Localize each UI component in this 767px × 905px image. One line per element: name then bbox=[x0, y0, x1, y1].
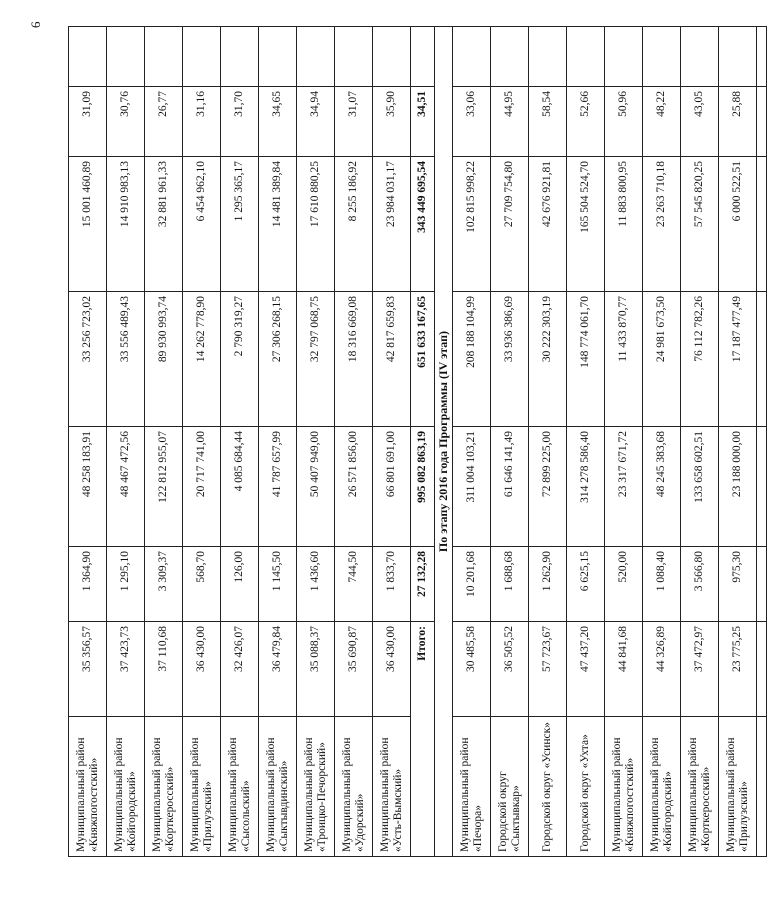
page-number: 6 bbox=[28, 21, 43, 28]
total-value-cell-2: 995 082 863,19 bbox=[411, 427, 435, 547]
value-cell-3: 122 812 955,07 bbox=[145, 427, 183, 547]
table-row bbox=[297, 27, 335, 857]
value-cell-5: 27 709 754,80 bbox=[491, 157, 529, 292]
value-cell-3: 311 004 103,21 bbox=[453, 427, 491, 547]
value-cell-6: 43,05 bbox=[681, 87, 719, 157]
value-cell-2: 1 436,60 bbox=[297, 547, 335, 622]
value-cell-4: 14 262 778,90 bbox=[183, 292, 221, 427]
value-cell-6: 52,66 bbox=[567, 87, 605, 157]
value-cell-6: 31,70 bbox=[221, 87, 259, 157]
value-cell-1: 23 775,25 bbox=[719, 622, 757, 717]
value-cell-5: 6 000 522,51 bbox=[719, 157, 757, 292]
value-cell-6: 30,76 bbox=[107, 87, 145, 157]
value-cell-1: 32 426,07 bbox=[221, 622, 259, 717]
value-cell-2: 1 295,10 bbox=[107, 547, 145, 622]
empty-cell bbox=[757, 157, 767, 292]
empty-cell bbox=[567, 27, 605, 87]
municipality-name-cell: Муниципальный район «Койгородский» bbox=[643, 717, 681, 857]
value-cell-6: 31,07 bbox=[335, 87, 373, 157]
value-cell-2: 1 262,90 bbox=[529, 547, 567, 622]
value-cell-2: 126,00 bbox=[221, 547, 259, 622]
value-cell-3: 26 571 856,00 bbox=[335, 427, 373, 547]
municipality-name-cell: Городской округ «Усинск» bbox=[529, 717, 567, 857]
value-cell-5: 11 883 800,95 bbox=[605, 157, 643, 292]
table-row bbox=[145, 27, 183, 857]
table-row bbox=[567, 27, 605, 857]
stage-title: По этапу 2016 года Программы (IV этап) bbox=[435, 27, 453, 857]
value-cell-6: 34,65 bbox=[259, 87, 297, 157]
empty-cell bbox=[757, 547, 767, 622]
empty-cell bbox=[69, 27, 107, 87]
value-cell-6: 25,88 bbox=[719, 87, 757, 157]
table-row bbox=[221, 27, 259, 857]
value-cell-1: 35 356,57 bbox=[69, 622, 107, 717]
value-cell-5: 14 910 983,13 bbox=[107, 157, 145, 292]
empty-cell bbox=[757, 717, 767, 857]
municipality-name-cell: Муниципальный район «Княжпогостский» bbox=[605, 717, 643, 857]
municipality-name-cell: Муниципальный район «Корткеросский» bbox=[145, 717, 183, 857]
table-row bbox=[453, 27, 491, 857]
value-cell-3: 23 188 000,00 bbox=[719, 427, 757, 547]
table-row bbox=[605, 27, 643, 857]
table-row bbox=[373, 27, 411, 857]
value-cell-2: 1 833,70 bbox=[373, 547, 411, 622]
value-cell-5: 102 815 998,22 bbox=[453, 157, 491, 292]
table-row bbox=[491, 27, 529, 857]
value-cell-2: 520,00 bbox=[605, 547, 643, 622]
table-row bbox=[335, 27, 373, 857]
empty-cell bbox=[411, 27, 435, 87]
stage-header-row bbox=[435, 27, 453, 857]
municipality-name-cell: Муниципальный район «Корткеросский» bbox=[681, 717, 719, 857]
value-cell-4: 27 306 268,15 bbox=[259, 292, 297, 427]
total-value-cell-1: 27 132,28 bbox=[411, 547, 435, 622]
value-cell-5: 23 263 710,18 bbox=[643, 157, 681, 292]
empty-cell bbox=[681, 27, 719, 87]
value-cell-4: 18 316 669,08 bbox=[335, 292, 373, 427]
value-cell-1: 37 472,97 bbox=[681, 622, 719, 717]
empty-cell bbox=[757, 87, 767, 157]
table-row bbox=[719, 27, 757, 857]
total-value-cell-3: 651 633 167,65 bbox=[411, 292, 435, 427]
value-cell-5: 1 295 365,17 bbox=[221, 157, 259, 292]
value-cell-1: 44 841,68 bbox=[605, 622, 643, 717]
value-cell-5: 42 676 921,81 bbox=[529, 157, 567, 292]
empty-cell bbox=[491, 27, 529, 87]
empty-cell bbox=[757, 427, 767, 547]
total-value-cell-5: 34,51 bbox=[411, 87, 435, 157]
value-cell-3: 23 317 671,72 bbox=[605, 427, 643, 547]
value-cell-2: 1 145,50 bbox=[259, 547, 297, 622]
total-row bbox=[411, 27, 435, 857]
value-cell-2: 10 201,68 bbox=[453, 547, 491, 622]
value-cell-3: 4 085 684,44 bbox=[221, 427, 259, 547]
value-cell-3: 61 646 141,49 bbox=[491, 427, 529, 547]
value-cell-2: 1 088,40 bbox=[643, 547, 681, 622]
value-cell-6: 31,09 bbox=[69, 87, 107, 157]
empty-cell bbox=[221, 27, 259, 87]
value-cell-4: 42 817 659,83 bbox=[373, 292, 411, 427]
value-cell-4: 30 222 303,19 bbox=[529, 292, 567, 427]
value-cell-5: 57 545 820,25 bbox=[681, 157, 719, 292]
value-cell-3: 314 278 586,40 bbox=[567, 427, 605, 547]
table-row bbox=[183, 27, 221, 857]
value-cell-6: 26,77 bbox=[145, 87, 183, 157]
empty-cell bbox=[719, 27, 757, 87]
empty-cell bbox=[183, 27, 221, 87]
value-cell-4: 33 936 386,69 bbox=[491, 292, 529, 427]
value-cell-2: 744,50 bbox=[335, 547, 373, 622]
empty-cell bbox=[757, 27, 767, 87]
empty-cell bbox=[757, 292, 767, 427]
municipality-name-cell: Муниципальный район «Прилузский» bbox=[719, 717, 757, 857]
table-row bbox=[69, 27, 107, 857]
data-table bbox=[68, 26, 767, 857]
empty-cell bbox=[453, 27, 491, 87]
empty-cell bbox=[335, 27, 373, 87]
value-cell-6: 48,22 bbox=[643, 87, 681, 157]
value-cell-1: 36 505,52 bbox=[491, 622, 529, 717]
value-cell-2: 568,70 bbox=[183, 547, 221, 622]
value-cell-1: 37 110,68 bbox=[145, 622, 183, 717]
value-cell-2: 975,30 bbox=[719, 547, 757, 622]
value-cell-4: 33 556 489,43 bbox=[107, 292, 145, 427]
value-cell-6: 58,54 bbox=[529, 87, 567, 157]
value-cell-1: 36 479,84 bbox=[259, 622, 297, 717]
value-cell-5: 6 454 962,10 bbox=[183, 157, 221, 292]
value-cell-5: 15 001 460,89 bbox=[69, 157, 107, 292]
value-cell-6: 31,16 bbox=[183, 87, 221, 157]
value-cell-1: 36 430,00 bbox=[373, 622, 411, 717]
value-cell-2: 3 309,37 bbox=[145, 547, 183, 622]
value-cell-5: 165 504 524,70 bbox=[567, 157, 605, 292]
municipality-name-cell: Городской округ «Ухта» bbox=[567, 717, 605, 857]
value-cell-6: 33,06 bbox=[453, 87, 491, 157]
value-cell-4: 24 981 673,50 bbox=[643, 292, 681, 427]
municipality-name-cell: Муниципальный район «Сысольский» bbox=[221, 717, 259, 857]
value-cell-3: 66 801 691,00 bbox=[373, 427, 411, 547]
value-cell-6: 34,94 bbox=[297, 87, 335, 157]
municipality-name-cell: Муниципальный район «Печора» bbox=[453, 717, 491, 857]
empty-cell bbox=[529, 27, 567, 87]
value-cell-6: 44,95 bbox=[491, 87, 529, 157]
value-cell-1: 57 723,67 bbox=[529, 622, 567, 717]
table-body bbox=[69, 27, 767, 857]
value-cell-4: 11 433 870,77 bbox=[605, 292, 643, 427]
municipality-name-cell: Муниципальный район «Прилузский» bbox=[183, 717, 221, 857]
value-cell-2: 6 625,15 bbox=[567, 547, 605, 622]
value-cell-3: 72 899 225,00 bbox=[529, 427, 567, 547]
value-cell-2: 1 364,90 bbox=[69, 547, 107, 622]
value-cell-3: 41 787 657,99 bbox=[259, 427, 297, 547]
value-cell-4: 2 790 319,27 bbox=[221, 292, 259, 427]
municipality-name-cell: Муниципальный район «Усть-Вымский» bbox=[373, 717, 411, 857]
value-cell-4: 76 112 782,26 bbox=[681, 292, 719, 427]
empty-cell bbox=[259, 27, 297, 87]
value-cell-3: 48 258 183,91 bbox=[69, 427, 107, 547]
value-cell-6: 35,90 bbox=[373, 87, 411, 157]
value-cell-5: 23 984 031,17 bbox=[373, 157, 411, 292]
empty-cell bbox=[107, 27, 145, 87]
value-cell-4: 148 774 061,70 bbox=[567, 292, 605, 427]
value-cell-3: 20 717 741,00 bbox=[183, 427, 221, 547]
total-label-cell: Итого: bbox=[411, 622, 435, 857]
municipality-name-cell: Муниципальный район «Сыктывдинский» bbox=[259, 717, 297, 857]
value-cell-3: 48 467 472,56 bbox=[107, 427, 145, 547]
table-row bbox=[259, 27, 297, 857]
municipality-name-cell: Городской округ «Сыктывкар» bbox=[491, 717, 529, 857]
value-cell-6: 50,96 bbox=[605, 87, 643, 157]
value-cell-4: 89 930 993,74 bbox=[145, 292, 183, 427]
empty-cell bbox=[145, 27, 183, 87]
value-cell-5: 14 481 389,84 bbox=[259, 157, 297, 292]
table-row bbox=[643, 27, 681, 857]
municipality-name-cell: Муниципальный район «Удорский» bbox=[335, 717, 373, 857]
value-cell-4: 32 797 068,75 bbox=[297, 292, 335, 427]
value-cell-5: 17 610 880,25 bbox=[297, 157, 335, 292]
value-cell-3: 133 658 602,51 bbox=[681, 427, 719, 547]
empty-cell bbox=[297, 27, 335, 87]
empty-cell bbox=[605, 27, 643, 87]
empty-cell bbox=[757, 622, 767, 717]
empty-cell bbox=[643, 27, 681, 87]
value-cell-1: 44 326,89 bbox=[643, 622, 681, 717]
value-cell-3: 48 245 383,68 bbox=[643, 427, 681, 547]
value-cell-4: 33 256 723,02 bbox=[69, 292, 107, 427]
table-row bbox=[529, 27, 567, 857]
table-row bbox=[681, 27, 719, 857]
value-cell-2: 3 566,80 bbox=[681, 547, 719, 622]
value-cell-1: 37 423,73 bbox=[107, 622, 145, 717]
value-cell-2: 1 688,68 bbox=[491, 547, 529, 622]
value-cell-3: 50 407 949,00 bbox=[297, 427, 335, 547]
total-value-cell-4: 343 449 695,54 bbox=[411, 157, 435, 292]
municipality-name-cell: Муниципальный район «Койгородский» bbox=[107, 717, 145, 857]
value-cell-5: 32 881 961,33 bbox=[145, 157, 183, 292]
value-cell-4: 208 188 104,99 bbox=[453, 292, 491, 427]
value-cell-1: 35 088,37 bbox=[297, 622, 335, 717]
value-cell-1: 47 437,20 bbox=[567, 622, 605, 717]
municipality-name-cell: Муниципальный район «Троицко-Печорский» bbox=[297, 717, 335, 857]
municipality-name-cell: Муниципальный район «Княжпогостский» bbox=[69, 717, 107, 857]
value-cell-5: 8 255 186,92 bbox=[335, 157, 373, 292]
value-cell-1: 30 485,58 bbox=[453, 622, 491, 717]
empty-cell bbox=[373, 27, 411, 87]
value-cell-4: 17 187 477,49 bbox=[719, 292, 757, 427]
blank-row bbox=[757, 27, 767, 857]
table-row bbox=[107, 27, 145, 857]
value-cell-1: 35 690,87 bbox=[335, 622, 373, 717]
value-cell-1: 36 430,00 bbox=[183, 622, 221, 717]
